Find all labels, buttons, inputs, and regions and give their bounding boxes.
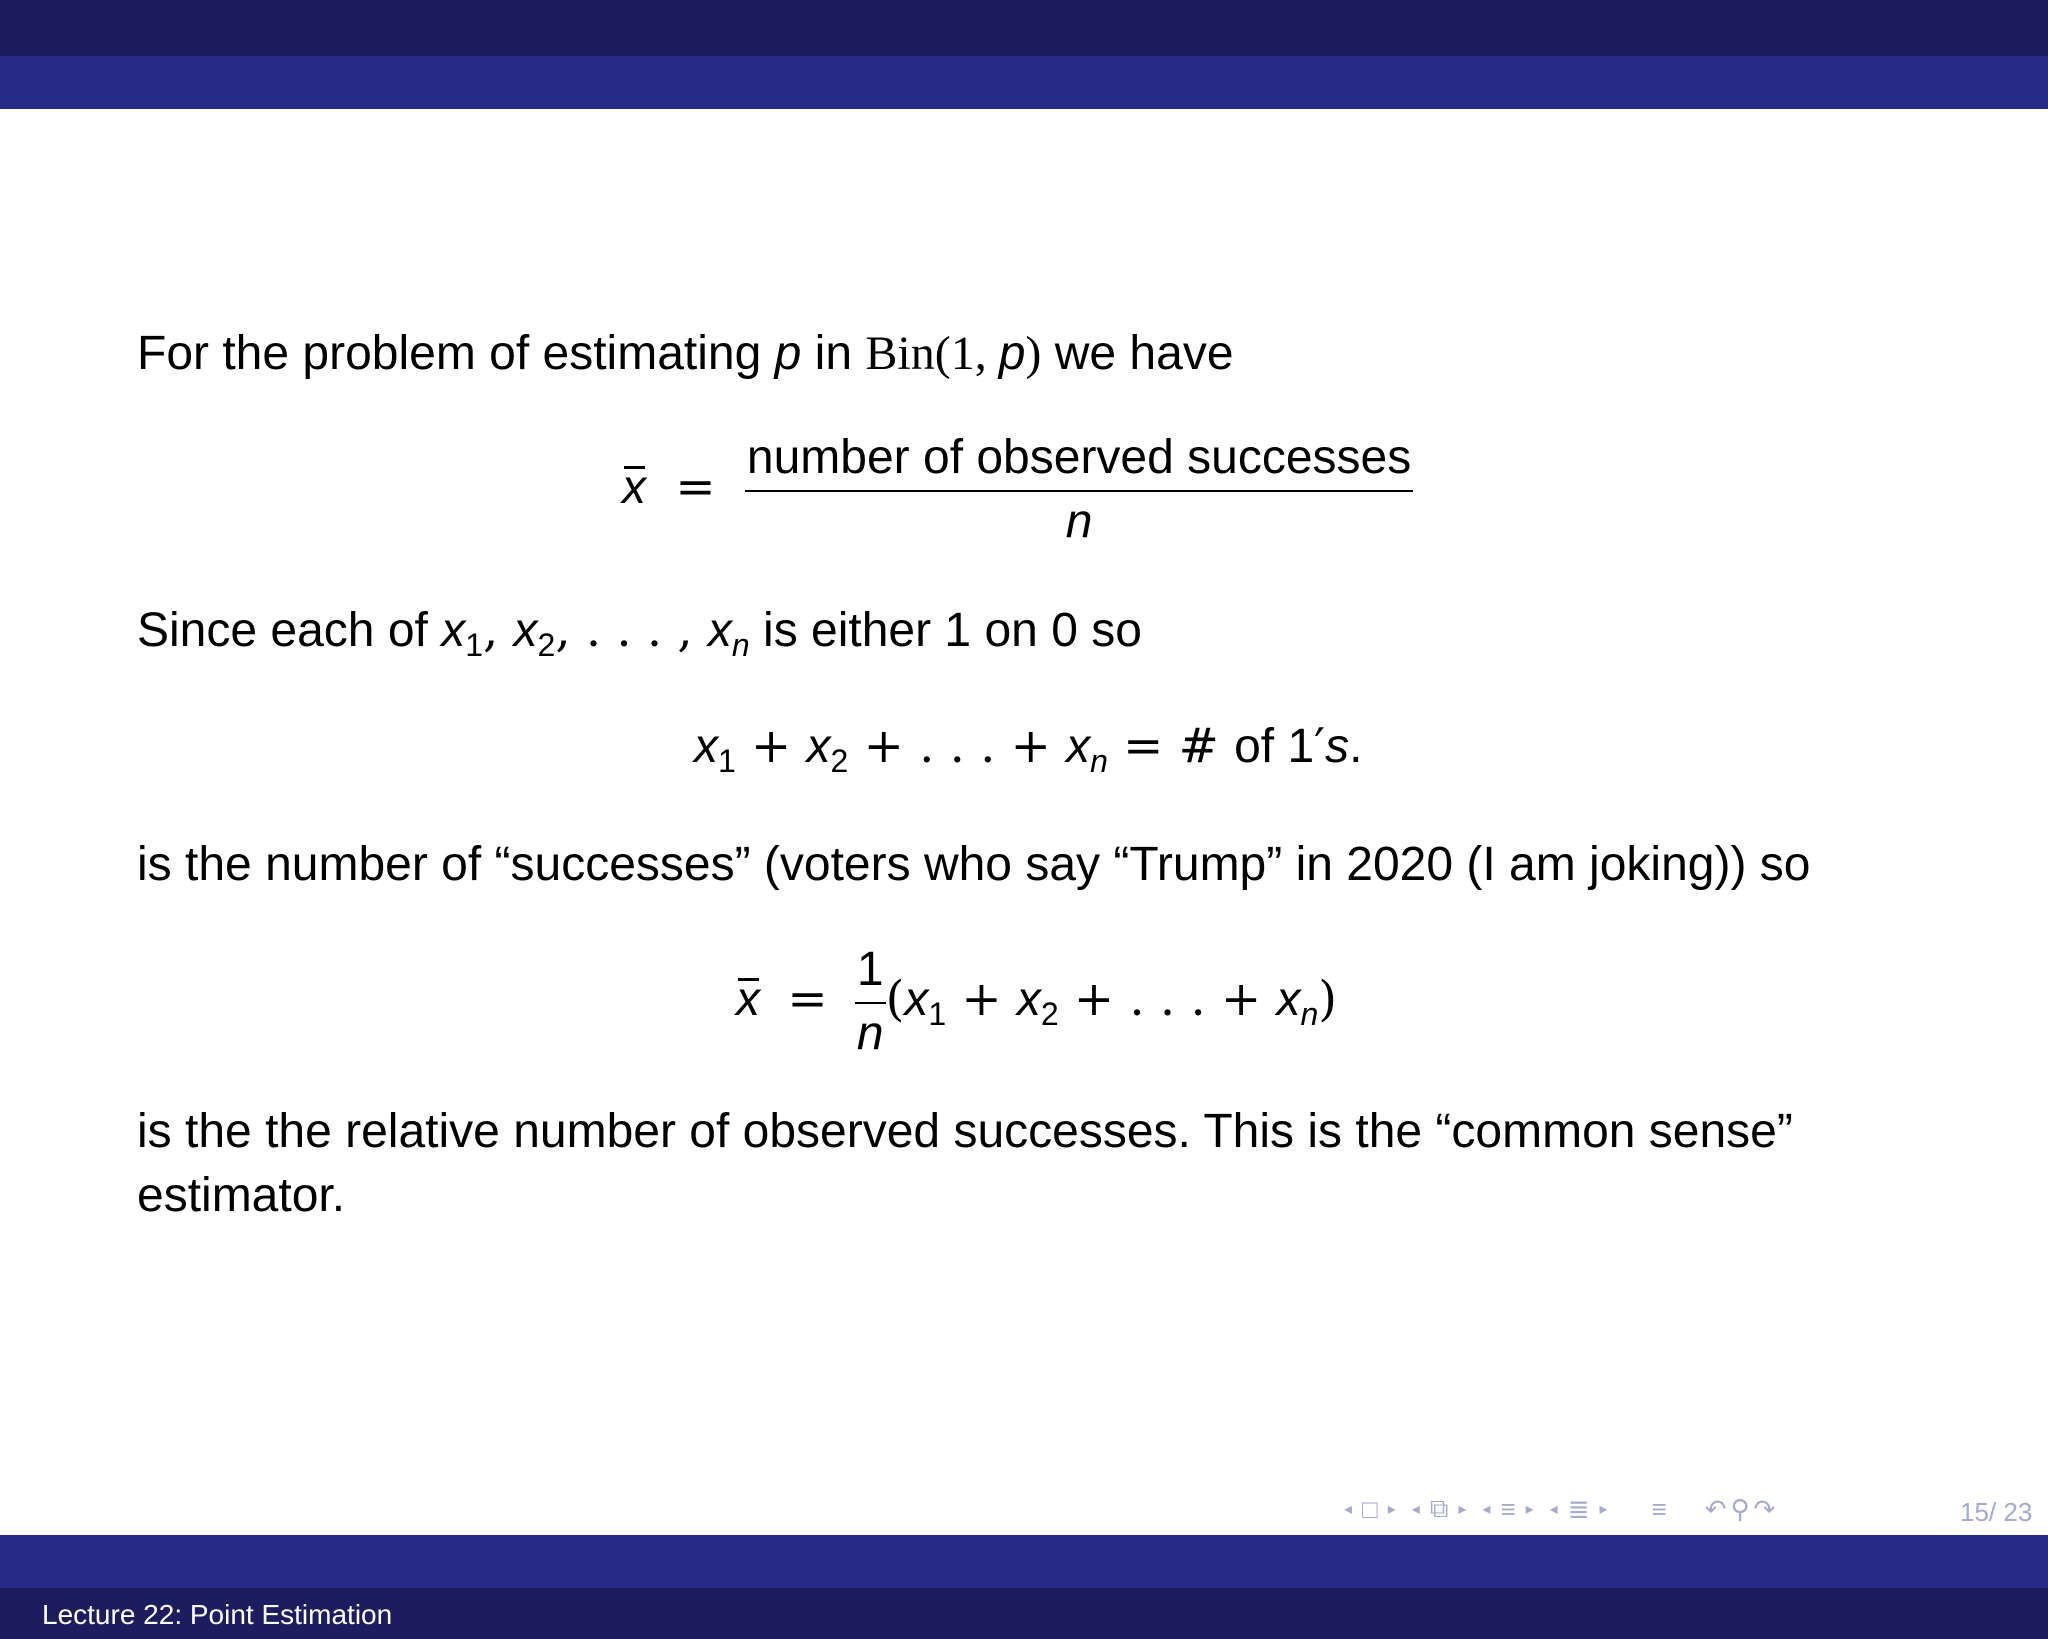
fraction bbox=[745, 432, 1413, 548]
footer-bar-top bbox=[0, 1535, 2048, 1588]
document-icon[interactable]: ≣ bbox=[1567, 1493, 1590, 1524]
frame-icon[interactable]: □ bbox=[1362, 1493, 1378, 1524]
sequence-x1-to-xn: $x_1$, $x_2$, . . . , $x_n$ bbox=[441, 602, 750, 663]
bin-args-open: (1, bbox=[934, 327, 999, 380]
bin-arg-p: p bbox=[998, 327, 1026, 380]
prime-symbol: ′ bbox=[1314, 718, 1326, 774]
para2-text: Since each of bbox=[137, 604, 442, 657]
fraction-denominator: n bbox=[1065, 495, 1093, 548]
paragraph-3: is the number of “successes” (voters who say “Trump” in 2020 (I am joking)) so bbox=[137, 838, 1811, 891]
subsection-icon[interactable]: ⧉ bbox=[1429, 1493, 1449, 1523]
count-text: of 1 bbox=[1234, 720, 1315, 773]
nav-right-arrow-icon[interactable]: ▸ bbox=[1458, 1501, 1467, 1518]
nav-left-arrow-icon[interactable]: ◂ bbox=[1482, 1501, 1491, 1518]
paragraph-4: is the the relative number of observed successes. This is the “common sense” estimator. bbox=[137, 1105, 1793, 1222]
period: . bbox=[1349, 720, 1363, 773]
count-s: s bbox=[1325, 720, 1350, 773]
forward-icon[interactable]: ↷ bbox=[1753, 1493, 1776, 1524]
nav-left-arrow-icon[interactable]: ◂ bbox=[1344, 1501, 1353, 1518]
para2-text-end: is either 1 on 0 so bbox=[749, 604, 1142, 657]
section-icon[interactable]: ≡ bbox=[1500, 1493, 1516, 1524]
search-icon[interactable]: ⚲ bbox=[1730, 1493, 1750, 1524]
page-number-label: 15/ 23 bbox=[1960, 1497, 2033, 1527]
nav-right-arrow-icon[interactable]: ▸ bbox=[1387, 1501, 1396, 1518]
paragraph-1 bbox=[137, 322, 1234, 386]
page-number bbox=[1960, 1497, 2032, 1528]
toc-icon[interactable]: ≡ bbox=[1651, 1493, 1667, 1524]
equation-xbar-definition bbox=[622, 432, 1413, 548]
fraction-denominator: n bbox=[856, 1007, 884, 1060]
sum-expression: $x_1 + x_2$ + . . . + $x_n$ = # bbox=[694, 718, 1235, 779]
sum-in-parentheses: ($x_1 + x_2$ + . . . + $x_n$) bbox=[885, 970, 1337, 1032]
equals-sign: = bbox=[787, 970, 828, 1027]
fraction-one-over-n bbox=[855, 944, 886, 1060]
nav-right-arrow-icon[interactable]: ▸ bbox=[1525, 1501, 1534, 1518]
header-bar-bottom bbox=[0, 56, 2048, 109]
footer-lecture-title: Lecture 22: Point Estimation bbox=[42, 1599, 393, 1630]
nav-right-arrow-icon[interactable]: ▸ bbox=[1599, 1501, 1608, 1518]
beamer-navigation bbox=[1336, 1494, 1777, 1524]
equation-sum-count bbox=[694, 718, 1363, 779]
equation-xbar-average bbox=[736, 944, 1337, 1060]
xbar-symbol: x bbox=[622, 460, 646, 514]
fraction-numerator: number of observed successes bbox=[745, 432, 1413, 492]
bin-function: Bin bbox=[865, 327, 935, 380]
bin-args-close: ) bbox=[1025, 327, 1042, 380]
para1-text-in: in bbox=[801, 327, 866, 380]
header-bar-top bbox=[0, 0, 2048, 56]
nav-left-arrow-icon[interactable]: ◂ bbox=[1411, 1501, 1420, 1518]
equals-sign: = bbox=[675, 458, 716, 515]
para1-text: For the problem of estimating bbox=[137, 327, 775, 380]
fraction-numerator: 1 bbox=[855, 944, 886, 1004]
xbar-symbol: x bbox=[736, 972, 760, 1026]
variable-p: p bbox=[774, 327, 802, 380]
nav-left-arrow-icon[interactable]: ◂ bbox=[1549, 1501, 1558, 1518]
back-icon[interactable]: ↶ bbox=[1704, 1493, 1727, 1524]
paragraph-2 bbox=[137, 598, 1142, 663]
para1-text-end: we have bbox=[1041, 327, 1234, 380]
